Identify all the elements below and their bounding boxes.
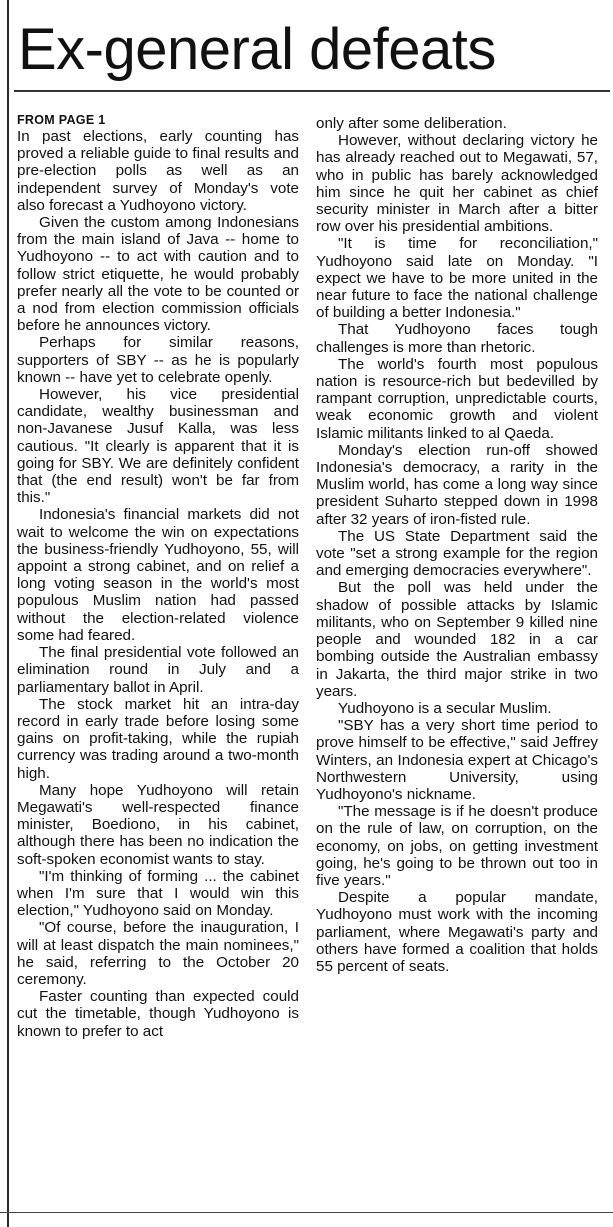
kicker-from-page: FROM PAGE 1 (17, 113, 106, 127)
paragraph: Yudhoyono is a secular Muslim. (338, 699, 552, 717)
bottom-rule (0, 1212, 613, 1213)
paragraph: "I'm thinking of forming ... the cabinet when I'm sure that I would win this election," Yudhoyono said on Monday. (17, 867, 299, 920)
paragraph: But the poll was held under the shadow of possible attacks by Islamic militants, who on September 9 killed nine people and wounded 182 in a car bombing outside the Australian embassy in Jakarta, the third major strike in two years. (316, 579, 598, 700)
paragraph: That Yudhoyono faces tough challenges is more than rhetoric. (316, 321, 598, 356)
paragraph: Indonesia's financial markets did not wait to welcome the win on expectations the business-friendly Yudhoyono, 55, will appoint a strong cabinet, and on relief a long voting season in the world's most populous Muslim nation had passed without the election-related violence some had feared. (17, 506, 299, 644)
paragraph: Given the custom among Indonesians from the main island of Java -- home to Yudhoyono -- to act with caution and to follow strict etiquette, he would probably prefer nearly all the vote to be counted or a nod from election commission officials before he announces victory. (17, 214, 299, 335)
paragraph: The final presidential vote followed an elimination round in July and a parliamentary ballot in April. (17, 644, 299, 696)
right-column (316, 115, 598, 975)
paragraph: However, his vice presidential candidate, wealthy businessman and non-Javanese Jusuf Kalla, was less cautious. "It clearly is apparent that it is going for SBY. We are definitely confident that (the end result) won't be far from this." (17, 386, 299, 507)
paragraph: "Of course, before the inauguration, I will at least dispatch the main nominees," he said, referring to the October 20 ceremony. (17, 919, 299, 988)
paragraph: However, without declaring victory he has already reached out to Megawati, 57, who in public has barely acknowledged him since he quit her cabinet as chief security minister in March after a bitter row over his presidential ambitions. (316, 132, 598, 236)
paragraph: The world's fourth most populous nation is resource-rich but bedevilled by rampant corruption, unpredictable courts, weak economic growth and violent Islamic militants linked to al Qaeda. (316, 355, 598, 442)
paragraph: In past elections, early counting has proved a reliable guide to final results and pre-election polls as well as an independent survey of Monday's vote also forecast a Yudhoyono victory. (17, 128, 299, 214)
paragraph: Despite a popular mandate, Yudhoyono must work with the incoming parliament, where Megawati's party and others have formed a coalition that holds 55 percent of seats. (316, 889, 598, 975)
paragraph: The US State Department said the vote "set a strong example for the region and emerging democracies everywhere". (316, 527, 598, 580)
left-column (17, 113, 299, 1040)
paragraph: Many hope Yudhoyono will retain Megawati's well-respected finance minister, Boediono, in his cabinet, although there has been no indication the soft-spoken economist wants to stay. (17, 781, 299, 868)
paragraph: "The message is if he doesn't produce on the rule of law, on corruption, on the economy, on jobs, on getting investment going, he's going to be thrown out too in five years." (316, 803, 598, 889)
paragraph: Perhaps for similar reasons, supporters of SBY -- as he is popularly known -- have yet to celebrate openly. (17, 334, 299, 386)
headline-rule (14, 90, 610, 92)
paragraph: only after some deliberation. (316, 115, 507, 132)
left-border-rule (7, 0, 9, 1227)
paragraph: "It is time for reconciliation," Yudhoyono said late on Monday. "I expect we have to be more united in the near future to face the national challenge of building a better Indonesia." (316, 235, 598, 322)
paragraph: "SBY has a very short time period to prove himself to be effective," said Jeffrey Winters, an Indonesia expert at Chicago's Northwestern University, using Yudhoyono's nickname. (316, 717, 598, 803)
paragraph: Faster counting than expected could cut the timetable, though Yudhoyono is known to prefer to act (17, 988, 299, 1040)
paragraph: Monday's election run-off showed Indonesia's democracy, a rarity in the Muslim world, has come a long way since president Suharto stepped down in 1998 after 32 years of iron-fisted rule. (316, 441, 598, 528)
headline: Ex-general defeats (18, 17, 496, 82)
paragraph: The stock market hit an intra-day record in early trade before losing some gains on profit-taking, while the rupiah currency was trading around a two-month high. (17, 695, 299, 782)
